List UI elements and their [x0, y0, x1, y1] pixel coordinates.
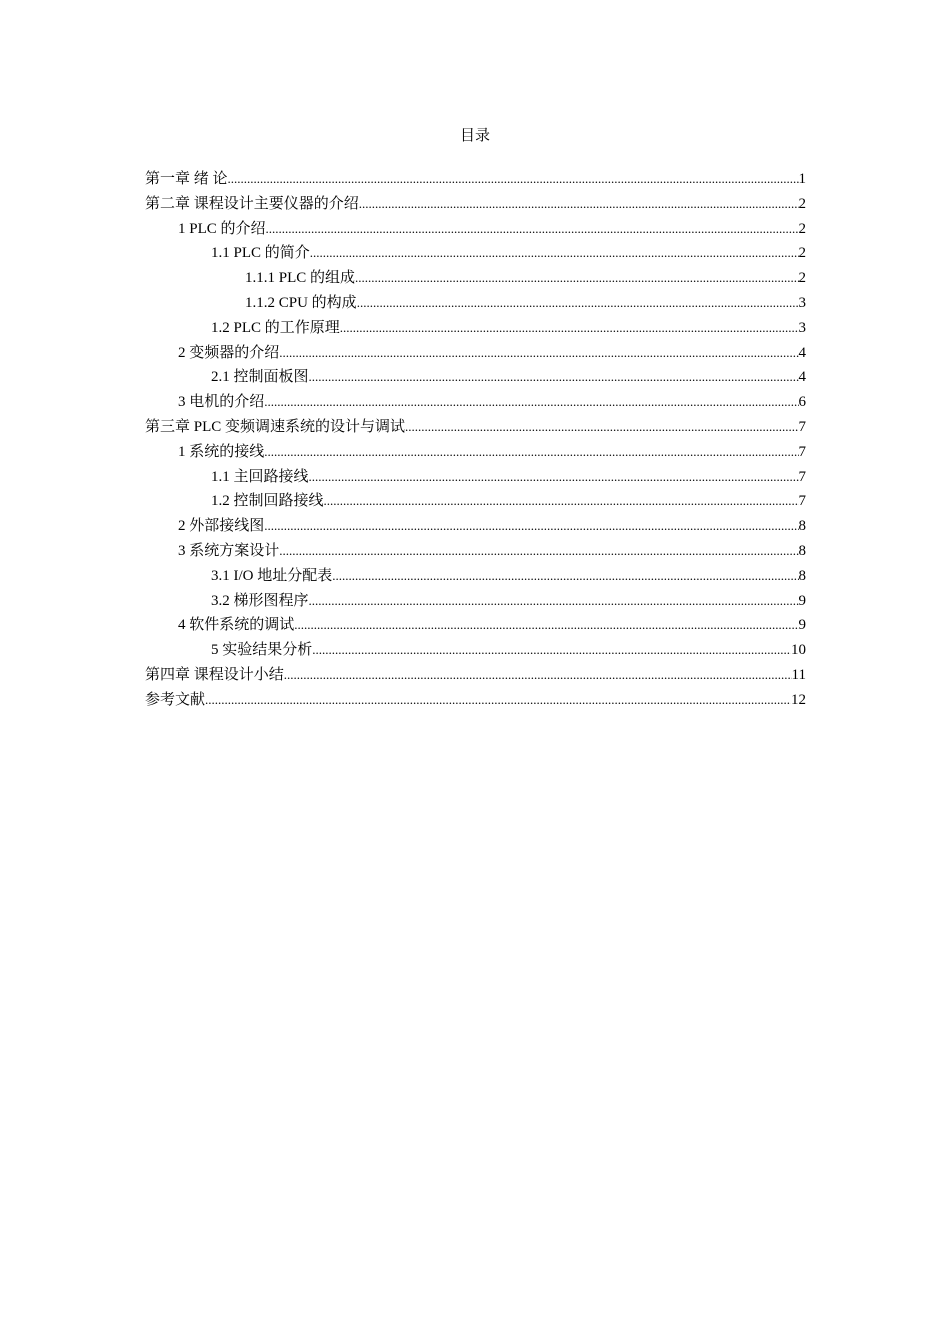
- toc-entry-title: 1.1.2 CPU 的构成: [245, 294, 357, 311]
- toc-dot-leader: [309, 465, 799, 490]
- toc-page-number: 4: [798, 369, 806, 386]
- toc-entry-title: 参考文献: [145, 691, 206, 708]
- toc-entry-title: 1.1.1 PLC 的组成: [245, 270, 356, 287]
- toc-entry[interactable]: [145, 638, 806, 663]
- toc-entry[interactable]: [145, 613, 806, 638]
- toc-entry-title: 5 实验结果分析: [211, 642, 313, 659]
- toc-entry-title: 2 变频器的介绍: [178, 344, 280, 361]
- toc-dot-leader: [294, 613, 798, 638]
- toc-entry-title: 1.2 控制回路接线: [211, 493, 324, 510]
- toc-entry[interactable]: [145, 341, 806, 366]
- toc-page-number: 11: [791, 666, 806, 683]
- toc-entry-title: 3.1 I/O 地址分配表: [211, 567, 333, 584]
- toc-page-number: 6: [798, 394, 806, 411]
- toc-page-number: 2: [798, 195, 806, 212]
- toc-page-number: 7: [798, 418, 806, 435]
- toc-entry-title: 1.1 主回路接线: [211, 468, 309, 485]
- toc-dot-leader: [264, 440, 798, 465]
- toc-page-number: 3: [798, 319, 806, 336]
- toc-entry[interactable]: [145, 489, 806, 514]
- toc-entry-title: 3 系统方案设计: [178, 542, 280, 559]
- toc-page-number: 3: [798, 294, 806, 311]
- toc-entry-title: 2 外部接线图: [178, 518, 265, 535]
- toc-entry[interactable]: [145, 564, 806, 589]
- toc-entry[interactable]: [145, 217, 806, 242]
- toc-dot-leader: [340, 316, 799, 341]
- toc-entry[interactable]: [145, 663, 806, 688]
- toc-entry-title: 2.1 控制面板图: [211, 369, 309, 386]
- toc-dot-leader: [279, 341, 798, 366]
- toc-dot-leader: [264, 514, 798, 539]
- toc-page-number: 2: [798, 245, 806, 262]
- toc-page-number: 10: [791, 642, 806, 659]
- toc-entry[interactable]: [145, 316, 806, 341]
- toc-dot-leader: [228, 167, 799, 192]
- toc-entry[interactable]: [145, 465, 806, 490]
- toc-entry[interactable]: [145, 514, 806, 539]
- toc-entry[interactable]: [145, 266, 806, 291]
- toc-page-number: 8: [798, 518, 806, 535]
- toc-entry[interactable]: [145, 415, 806, 440]
- toc-entry-title: 1 PLC 的介绍: [178, 220, 266, 237]
- toc-entry-title: 4 软件系统的调试: [178, 617, 295, 634]
- toc-entry-title: 第二章 课程设计主要仪器的介绍: [145, 195, 359, 212]
- toc-entry[interactable]: [145, 589, 806, 614]
- toc-entry[interactable]: [145, 291, 806, 316]
- toc-entry[interactable]: [145, 539, 806, 564]
- toc-dot-leader: [309, 365, 799, 390]
- toc-title: 目录: [459, 128, 490, 144]
- toc-entry[interactable]: [145, 688, 806, 713]
- toc-entry-title: 1.2 PLC 的工作原理: [211, 319, 340, 336]
- toc-page-number: 9: [798, 592, 806, 609]
- toc-dot-leader: [357, 291, 799, 316]
- toc-entry[interactable]: [145, 192, 806, 217]
- toc-dot-leader: [279, 539, 798, 564]
- toc-page-number: 8: [798, 542, 806, 559]
- toc-page-number: 7: [798, 443, 806, 460]
- toc-entry-title: 第四章 课程设计小结: [145, 666, 284, 683]
- toc-entry[interactable]: [145, 241, 806, 266]
- toc-dot-leader: [359, 192, 799, 217]
- toc-page-number: 2: [798, 220, 806, 237]
- toc-dot-leader: [332, 564, 798, 589]
- toc-entry[interactable]: [145, 365, 806, 390]
- toc-entry-title: 第三章 PLC 变频调速系统的设计与调试: [145, 418, 406, 435]
- toc-entry[interactable]: [145, 390, 806, 415]
- toc-entry[interactable]: [145, 167, 806, 192]
- table-of-contents: [145, 167, 806, 713]
- toc-page-number: 4: [798, 344, 806, 361]
- toc-page-number: 7: [798, 493, 806, 510]
- toc-page-number: 9: [798, 617, 806, 634]
- toc-page-number: 8: [798, 567, 806, 584]
- toc-entry-title: 1 系统的接线: [178, 443, 265, 460]
- toc-dot-leader: [205, 688, 791, 713]
- toc-dot-leader: [266, 217, 799, 242]
- toc-dot-leader: [264, 390, 798, 415]
- toc-dot-leader: [355, 266, 798, 291]
- toc-entry-title: 第一章 绪 论: [145, 171, 228, 187]
- toc-entry-title: 1.1 PLC 的简介: [211, 245, 310, 262]
- toc-page-number: 12: [791, 691, 806, 708]
- toc-dot-leader: [309, 589, 799, 614]
- toc-entry-title: 3.2 梯形图程序: [211, 592, 309, 609]
- toc-page-number: 7: [798, 468, 806, 485]
- toc-entry[interactable]: [145, 440, 806, 465]
- toc-entry-title: 3 电机的介绍: [178, 394, 265, 411]
- toc-page-number: 1: [798, 171, 806, 187]
- toc-dot-leader: [312, 638, 791, 663]
- toc-dot-leader: [405, 415, 798, 440]
- toc-page-number: 2: [798, 270, 806, 287]
- toc-dot-leader: [324, 489, 799, 514]
- toc-dot-leader: [284, 663, 792, 688]
- toc-dot-leader: [310, 241, 799, 266]
